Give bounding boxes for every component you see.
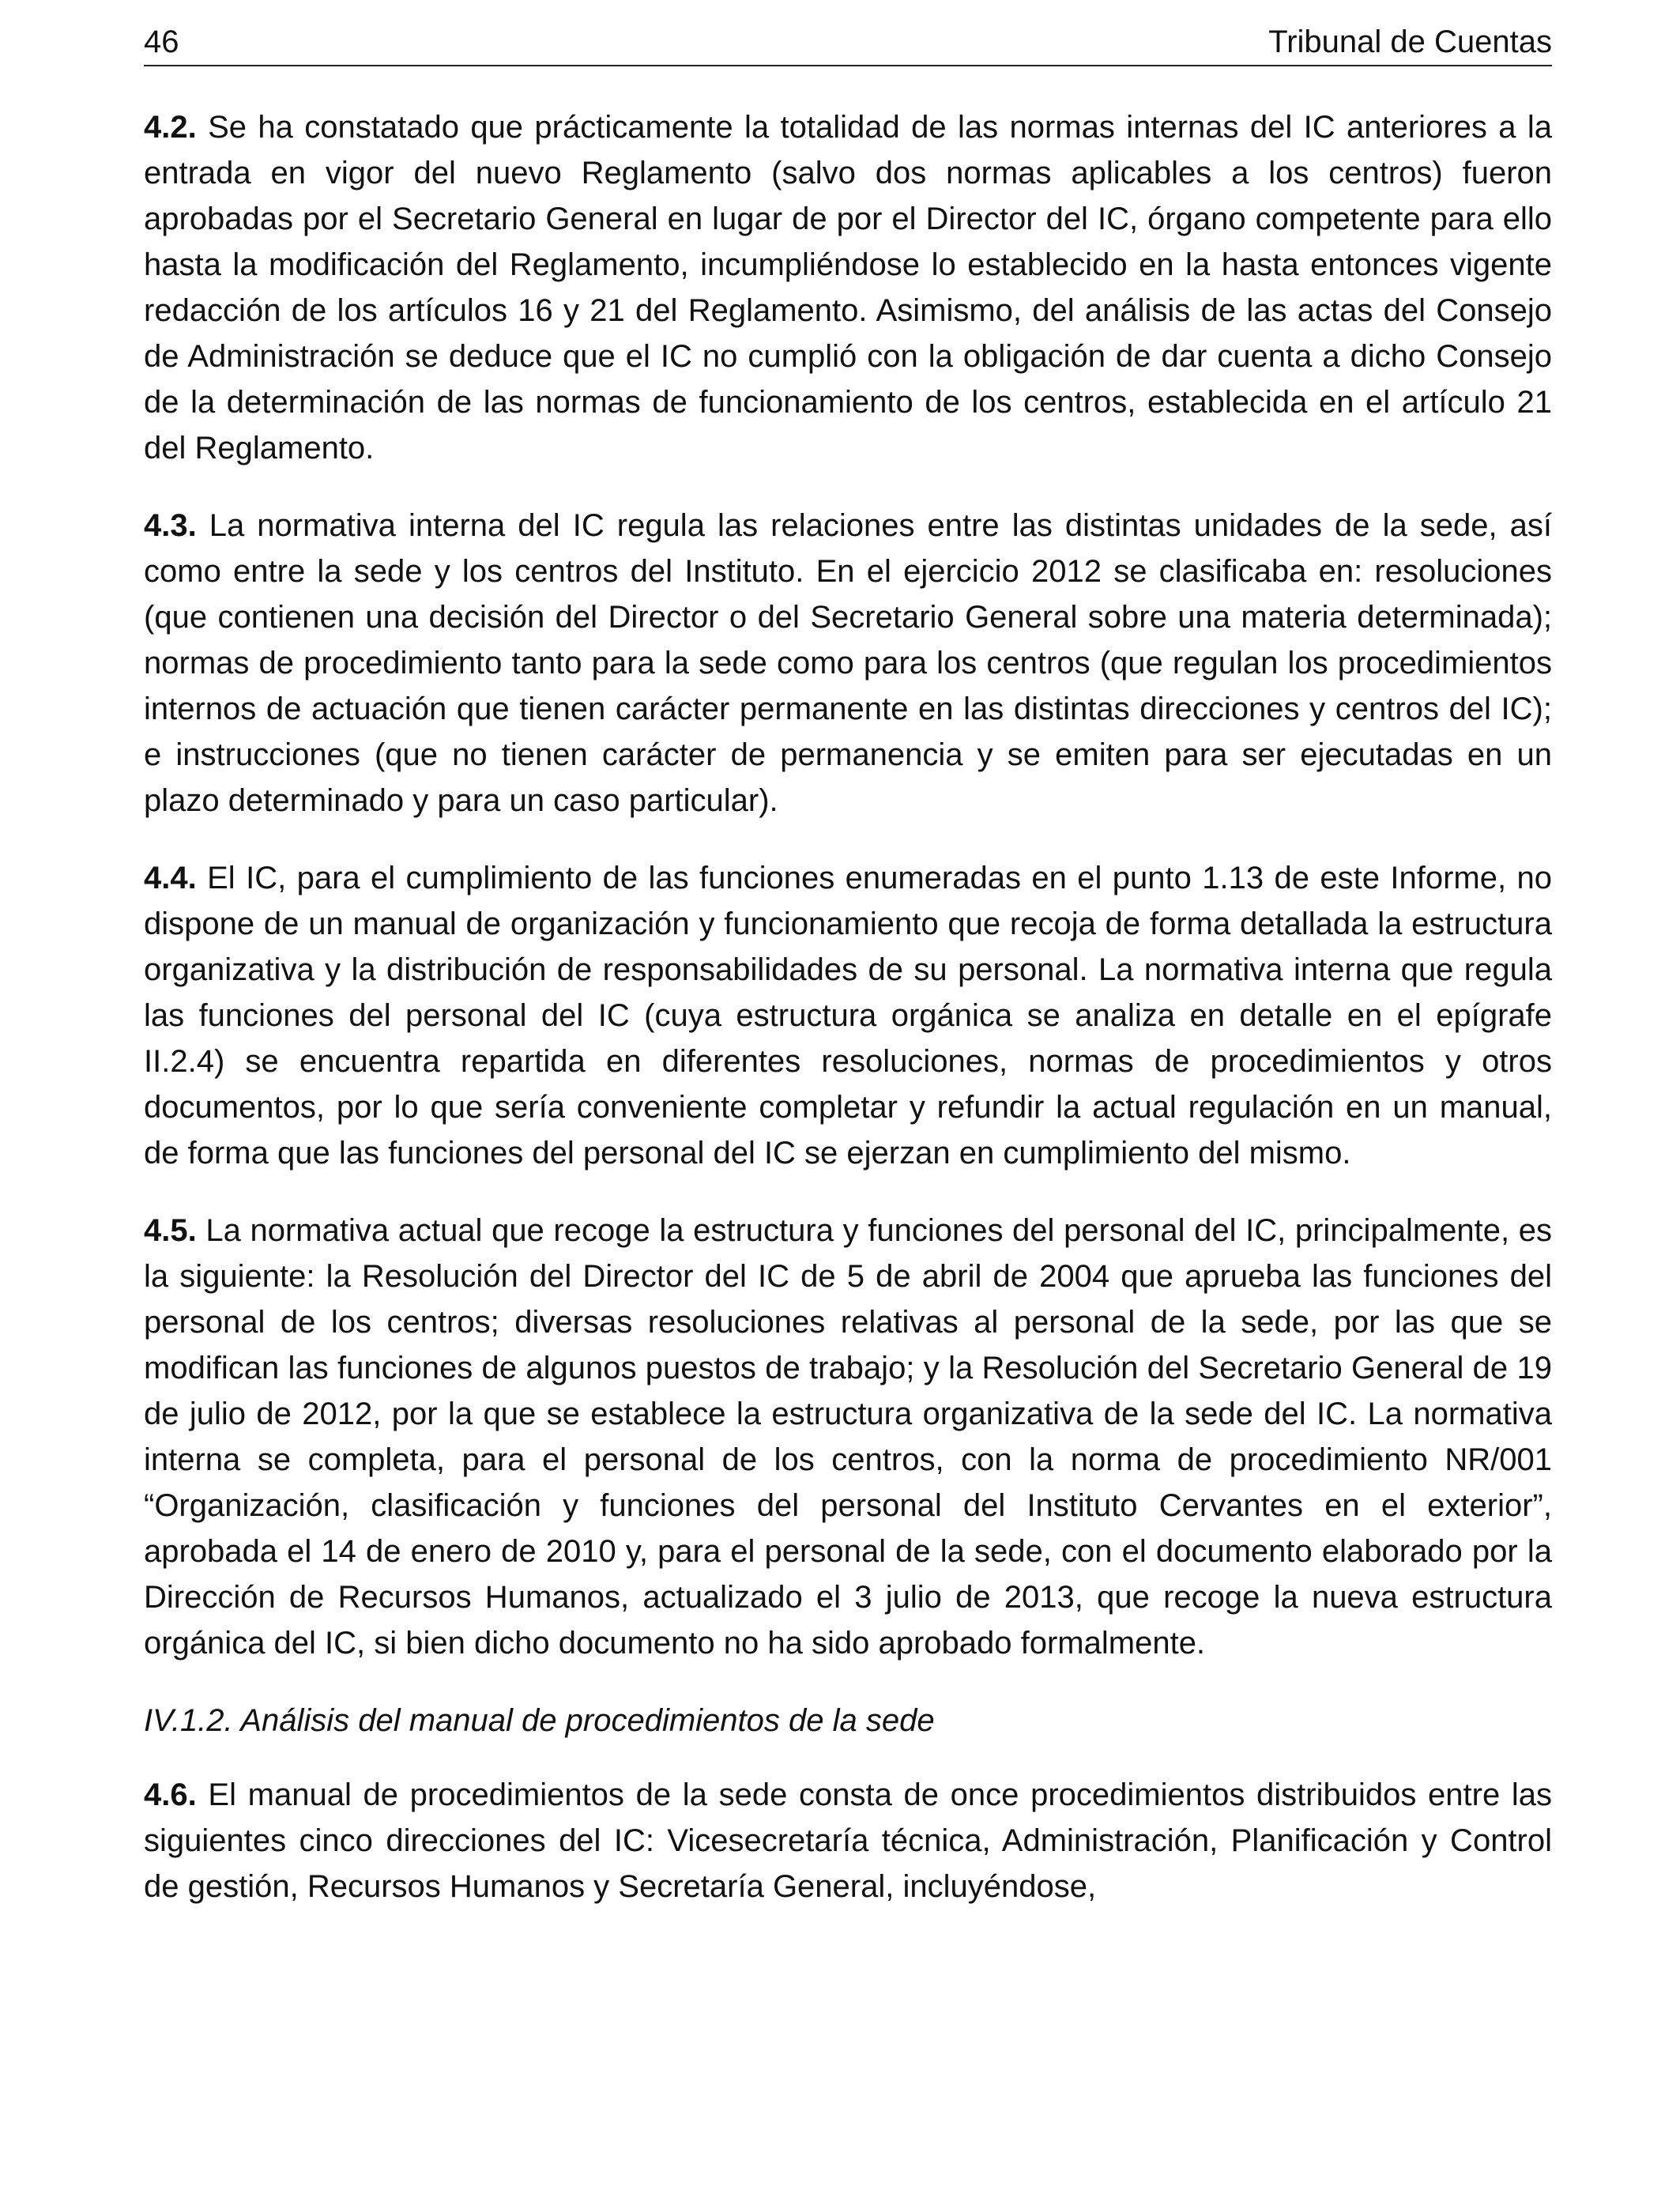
paragraph-text: La normativa interna del IC regula las relaciones entre las distintas unidades de la sede, así como entre la sede y los centros del Instituto. En el ejercicio 2012 se clasificaba en: resoluciones (que contienen una decisión del Director o del Secretario General sobre una materia determinada); normas de procedimiento tanto para la sede como para los centros (que regulan los procedimientos internos de actuación que tienen carácter permanente en las distintas direcciones y centros del IC); e instrucciones (que no tienen carácter de permanencia y se emiten para ser ejecutadas en un plazo determinado y para un caso particular). bbox=[144, 508, 1552, 818]
paragraph-text: Se ha constatado que prácticamente la totalidad de las normas internas del IC anteriores a la entrada en vigor del nuevo Reglamento (salvo dos normas aplicables a los centros) fueron aprobadas por el Secretario General en lugar de por el Director del IC, órgano competente para ello hasta la modificación del Reglamento, incumpliéndose lo establecido en la hasta entonces vigente redacción de los artículos 16 y 21 del Reglamento. Asimismo, del análisis de las actas del Consejo de Administración se deduce que el IC no cumplió con la obligación de dar cuenta a dicho Consejo de la determinación de las normas de funcionamiento de los centros, establecida en el artículo 21 del Reglamento. bbox=[144, 110, 1552, 466]
paragraph-4-3 bbox=[144, 503, 1552, 824]
paragraph-number: 4.2. bbox=[144, 110, 197, 145]
document-page bbox=[144, 0, 1552, 2194]
paragraph-4-2 bbox=[144, 104, 1552, 471]
page-header bbox=[144, 21, 1552, 66]
paragraph-number: 4.5. bbox=[144, 1213, 197, 1248]
paragraph-text: El manual de procedimientos de la sede consta de once procedimientos distribuidos entre las siguientes cinco direcciones del IC: Vicesecretaría técnica, Administración, Planificación y Control de gestión, Recursos Humanos y Secretaría General, incluyéndose, bbox=[144, 1777, 1553, 1904]
document-body bbox=[144, 104, 1552, 1941]
page-number: 46 bbox=[144, 25, 179, 59]
paragraph-4-4 bbox=[144, 855, 1552, 1176]
paragraph-text: El IC, para el cumplimiento de las funciones enumeradas en el punto 1.13 de este Informe, no dispone de un manual de organización y funcionamiento que recoja de forma detallada la estructura organizativa y la distribución de responsabilidades de su personal. La normativa interna que regula las funciones del personal del IC (cuya estructura orgánica se analiza en detalle en el epígrafe II.2.4) se encuentra repartida en diferentes resoluciones, normas de procedimientos y otros documentos, por lo que sería conveniente completar y refundir la actual regulación en un manual, de forma que las funciones del personal del IC se ejerzan en cumplimiento del mismo. bbox=[144, 861, 1552, 1171]
section-heading: IV.1.2. Análisis del manual de procedimientos de la sede bbox=[144, 1703, 935, 1738]
paragraph-4-6 bbox=[144, 1772, 1552, 1909]
running-title: Tribunal de Cuentas bbox=[1268, 25, 1552, 59]
paragraph-number: 4.4. bbox=[144, 861, 197, 895]
paragraph-number: 4.6. bbox=[144, 1777, 197, 1812]
paragraph-4-5 bbox=[144, 1208, 1552, 1666]
paragraph-number: 4.3. bbox=[144, 508, 197, 543]
paragraph-text: La normativa actual que recoge la estructura y funciones del personal del IC, principalmente, es la siguiente: la Resolución del Director del IC de 5 de abril de 2004 que aprueba las funciones del personal de los centros; diversas resoluciones relativas al personal de la sede, por las que se modifican las funciones de algunos puestos de trabajo; y la Resolución del Secretario General de 19 de julio de 2012, por la que se establece la estructura organizativa de la sede del IC. La normativa interna se completa, para el personal de los centros, con la norma de procedimiento NR/001 “Organización, clasificación y funciones del personal del Instituto Cervantes en el exterior”, aprobada el 14 de enero de 2010 y, para el personal de la sede, con el documento elaborado por la Dirección de Recursos Humanos, actualizado el 3 julio de 2013, que recoge la nueva estructura orgánica del IC, si bien dicho documento no ha sido aprobado formalmente. bbox=[144, 1213, 1552, 1661]
